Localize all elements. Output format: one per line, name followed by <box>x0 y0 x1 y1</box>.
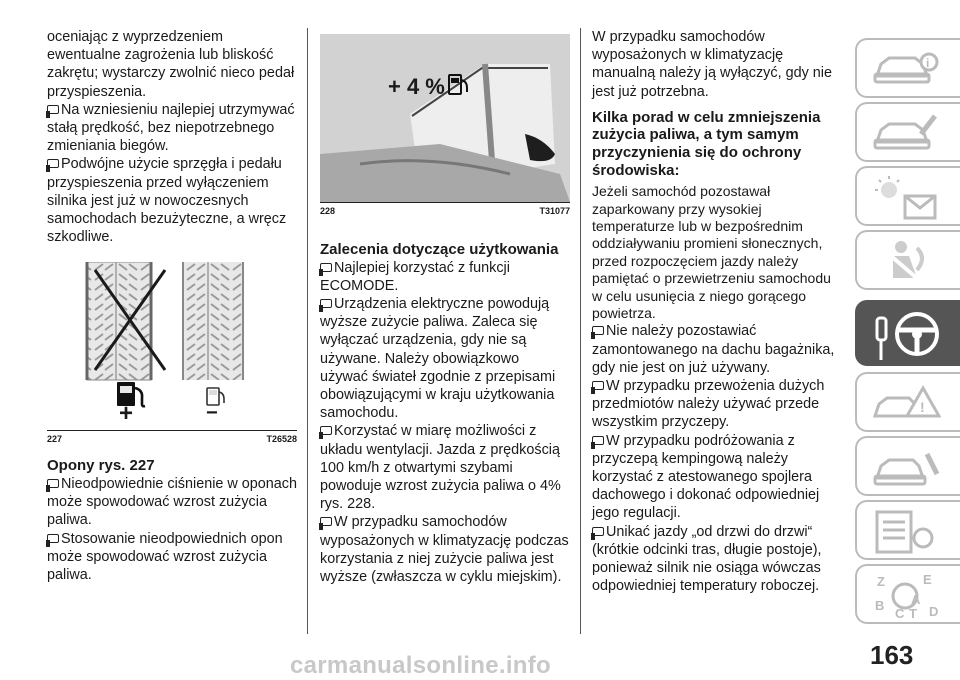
column-left <box>47 28 297 584</box>
section-heading-tips: Kilka porad w celu zmniejszenia zużycia paliwa, a tym samym przyczynienia się do ochrony środowiska: <box>592 108 821 179</box>
tab-starting-driving[interactable] <box>855 300 960 366</box>
bullet-icon <box>592 527 604 536</box>
seat-safety-icon <box>871 238 941 288</box>
steering-wheel-key-icon <box>871 308 951 364</box>
figure-number: 228 <box>320 206 336 216</box>
bullet-icon <box>592 381 604 390</box>
column-divider <box>580 28 581 634</box>
index-letter: Z <box>877 574 885 589</box>
bullet-item: W przypadku samochodów wyposażonych w klimatyzację podczas korzystania z niej zużycie paliwa jest wyższe (zwłaszcza w cyklu miejskim). <box>320 514 569 586</box>
figure-227 <box>47 262 297 431</box>
tab-warning-lights[interactable] <box>855 166 960 226</box>
column-right <box>592 28 838 595</box>
figure-code: T26528 <box>266 434 297 445</box>
bullet-icon <box>47 534 59 543</box>
bullet-icon <box>320 263 332 272</box>
plus-sign: + <box>119 400 134 428</box>
car-warning-triangle-icon <box>871 380 941 428</box>
tire-left <box>87 262 151 380</box>
index-letter: E <box>923 572 932 587</box>
tab-seat-safety[interactable] <box>855 230 960 290</box>
alphabet-index-icon <box>871 572 951 622</box>
page-number: 163 <box>870 640 914 670</box>
index-letter: C <box>895 606 905 621</box>
bullet-icon <box>320 426 332 435</box>
column-divider <box>307 28 308 634</box>
bullet-icon <box>47 479 59 488</box>
tires-illustration <box>47 262 297 430</box>
bullet-icon <box>47 159 59 168</box>
index-letter: A <box>911 592 921 607</box>
tab-alphabetical-index[interactable] <box>855 564 960 624</box>
car-service-icon <box>871 444 941 492</box>
consumption-label: + 4 % <box>388 74 445 99</box>
car-edit-icon <box>871 110 941 156</box>
bullet-item: Podwójne użycie sprzęgła i pedału przyspieszenia przed wyłączeniem silnika jest już w nowoczesnych samochodach bezużyteczne, a wręcz szkodliwe. <box>47 156 287 246</box>
bullet-item: Unikać jazdy „od drzwi do drzwi“ (krótkie odcinki tras, długie postoje), ponieważ silnik nie osiąga wówczas odpowiedniej temperatury roboczej. <box>592 523 822 595</box>
intro-paragraph: oceniając z wyprzedzeniem ewentualne zagrożenia lub bliskość zakrętu; wystarczy zwolnić nieco pedał przyspieszenia. <box>47 29 295 100</box>
fuel-pump-icon <box>448 72 470 96</box>
paragraph-ventilation: Jeżeli samochód pozostawał zaparkowany przy wysokiej temperaturze lub w bezpośrednim oddziaływaniu promieni słonecznych, przed rozpoczęciem jazdy należy pamiętać o przewietrzeniu samochodu w celu usunięcia z niego gorącego powietrza. <box>592 183 831 322</box>
bullet-item: Na wzniesieniu najlepiej utrzymywać stałą prędkość, bez niepotrzebnego zmieniania biegów. <box>47 101 295 155</box>
bullet-icon <box>592 326 604 335</box>
bullet-item: Nieodpowiednie ciśnienie w oponach może spowodować wzrost zużycia paliwa. <box>47 476 298 529</box>
figure-228 <box>320 34 570 203</box>
paragraph-ac: W przypadku samochodów wyposażonych w klimatyzację manualną należy ją wyłączyć, gdy nie jest już potrzebna. <box>592 29 832 100</box>
section-heading-tires: Opony rys. 227 <box>47 457 155 475</box>
bullet-item: Nie należy pozostawiać zamontowanego na dachu bagażnika, gdy nie jest on już używany. <box>592 323 835 376</box>
technical-data-icon <box>871 508 941 556</box>
bullet-item: Najlepiej korzystać z funkcji ECOMODE. <box>320 259 510 294</box>
figure-caption <box>47 431 297 447</box>
car-window-illustration <box>320 34 570 202</box>
tab-service[interactable] <box>855 436 960 496</box>
index-letter: T <box>909 606 917 621</box>
watermark: carmanualsonline.info <box>290 652 552 679</box>
bullet-icon <box>592 436 604 445</box>
bullet-item: W przypadku podróżowania z przyczepą kempingową należy korzystać z atestowanego spojlera dachowego i dokonać odpowiedniej jego regulacji. <box>592 432 820 522</box>
figure-caption <box>320 203 570 219</box>
section-heading-usage: Zalecenia dotyczące użytkowania <box>320 241 559 258</box>
figure-code: T31077 <box>539 206 570 216</box>
tab-car-edit[interactable] <box>855 102 960 162</box>
bullet-icon <box>320 517 332 526</box>
car-info-icon <box>871 46 941 92</box>
index-letter: B <box>875 598 885 613</box>
svg-text:!: ! <box>920 399 925 415</box>
bullet-icon <box>47 105 59 114</box>
tab-technical-data[interactable] <box>855 500 960 560</box>
bullet-item: Stosowanie nieodpowiednich opon może spowodować wzrost zużycia paliwa. <box>47 530 283 584</box>
bullet-item: Korzystać w miarę możliwości z układu wentylacji. Jazda z prędkością 100 km/h z otwartymi szybami powoduje wzrost zużycia paliwa o 4% rys. 228. <box>320 423 561 513</box>
svg-text:i: i <box>926 56 930 70</box>
tire-right <box>183 262 243 380</box>
tab-car-info[interactable] <box>855 38 960 98</box>
index-letter: D <box>929 604 939 619</box>
bullet-item: Urządzenia elektryczne powodują wyższe zużycie paliwa. Zaleca się wyłączać urządzenia, gdy nie są używane. Należy obowiązkowo używać świateł zgodnie z przepisami obowiązującymi w kraju użytkowania samochodu. <box>320 296 556 422</box>
minus-sign: − <box>206 402 218 425</box>
bullet-item: W przypadku przewożenia dużych przedmiotów należy używać przede wszystkim przyczepy. <box>592 378 825 431</box>
figure-number: 227 <box>47 434 63 445</box>
bullet-icon <box>320 299 332 308</box>
column-middle <box>320 34 570 586</box>
warning-lights-icon <box>871 174 941 224</box>
tab-emergency[interactable] <box>855 372 960 432</box>
